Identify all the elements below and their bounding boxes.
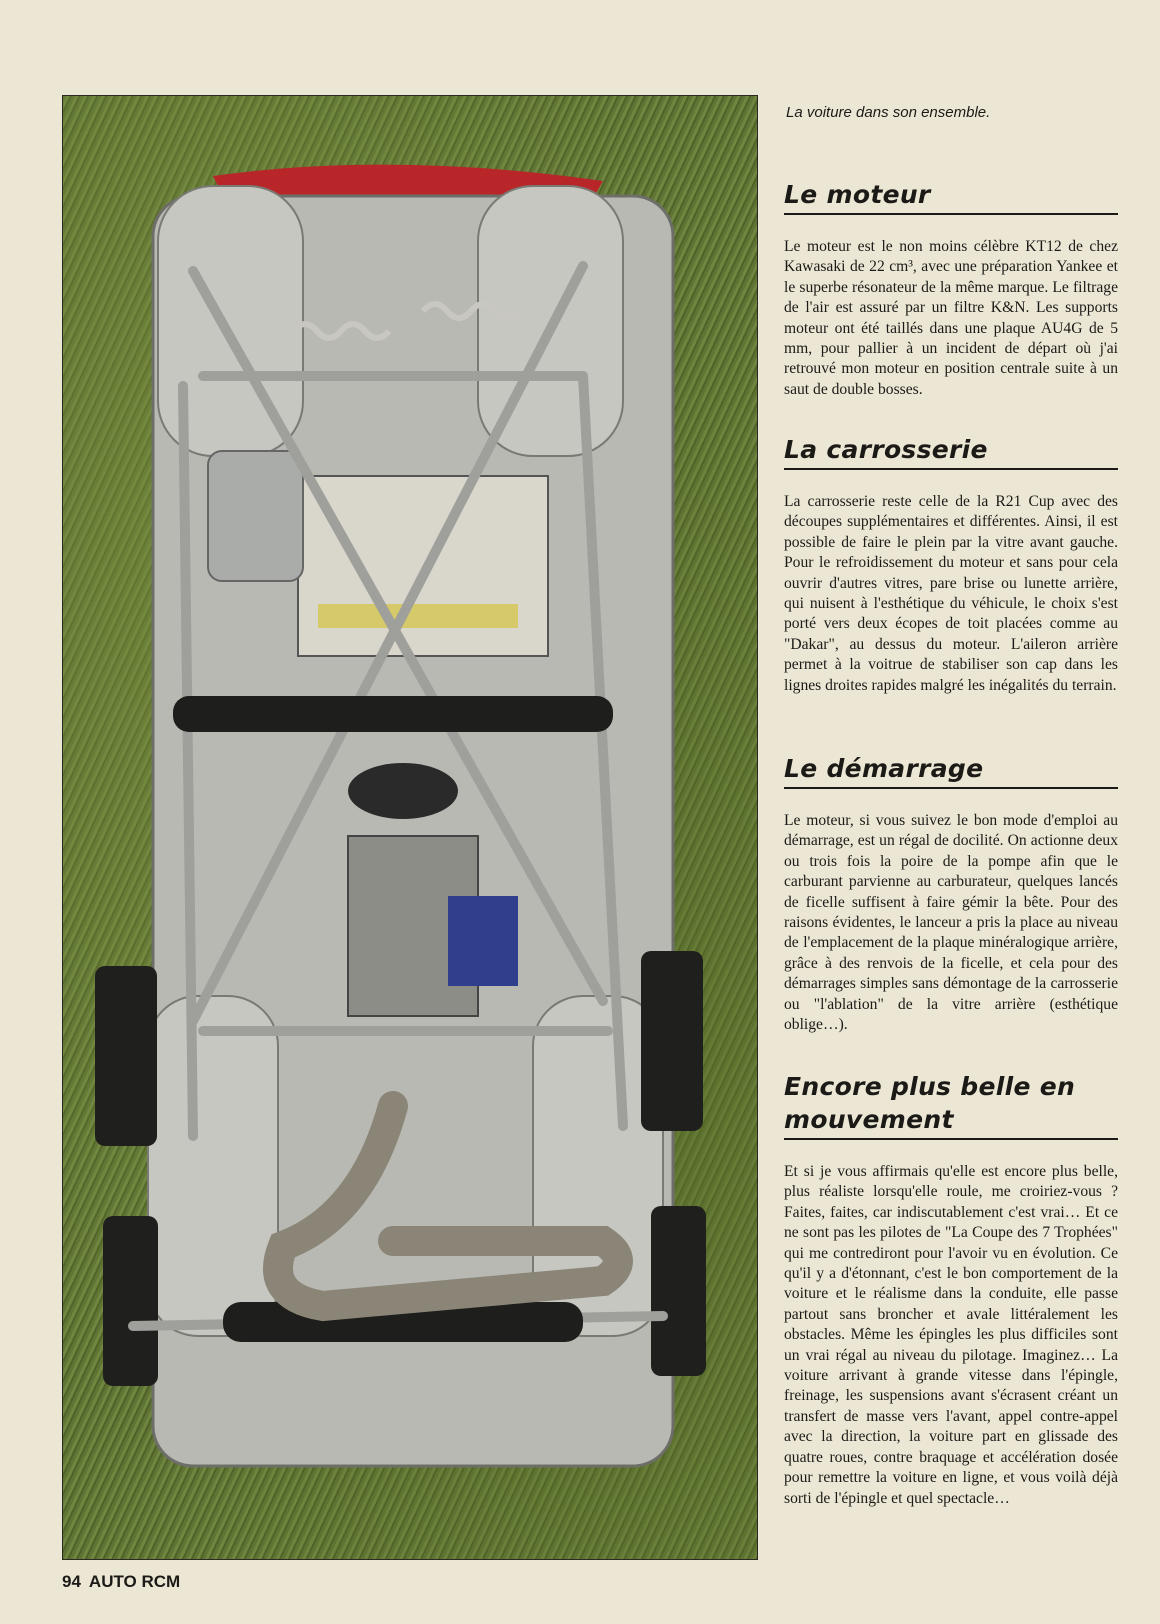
photo-caption: La voiture dans son ensemble. [786,104,991,121]
front-bumper-bar [173,696,613,732]
section-encore-plus-belle [784,1070,1118,1509]
section-le-demarrage [784,752,1118,1035]
section-body: Et si je vous affirmais qu'elle est encore plus belle, plus réaliste lorsqu'elle roule, me croiriez-vous ? Faites, faites, car indiscutablement c'est vrai… Et ce ne sont pas les pilotes de "La Coupe des 7 Trophées" qui me contrediront pour l'avoir vu en évolution. Ce qu'il y a d'étonnant, c'est le bon comportement de la voiture et le réalisme dans la conduite, elle passe partout sans broncher et avale littéralement les obstacles. Même les épingles les plus difficiles sont un vrai régal au niveau du pilotage. Imaginez… La voiture arrivant à grande vitesse dans l'épingle, freinage, les suspensions avant s'écrasent créant un transfert de masse vers l'avant, appel contre-appel avec la direction, la voiture part en glissade des quatre roues, contre braquage et accélération dosée pour remettre la voiture en ligne, et vous voilà déjà sorti de l'épingle et quel spectacle… [784,1163,1118,1507]
section-title: Le moteur [784,178,1118,215]
page-number: 94 [62,1572,81,1591]
magazine-name: AUTO RCM [88,1572,181,1591]
rear-wheel-right [641,951,703,1131]
section-le-moteur [784,178,1118,400]
chassis-photo [62,95,758,1560]
section-title: Le démarrage [784,752,1118,789]
page-footer [62,1572,180,1592]
fuel-tank [208,451,303,581]
air-filter [348,763,458,819]
chassis-illustration [63,96,757,1559]
rear-wheel-left [95,966,157,1146]
engine-cover [448,896,518,986]
section-title: La carrosserie [784,433,1118,470]
section-title: Encore plus belle en mouvement [784,1070,1118,1140]
section-body: Le moteur est le non moins célèbre KT12 de chez Kawasaki de 22 cm³, avec une préparation Yankee et le superbe résonateur de la même marque. Le filtrage de l'air est assuré par un filtre K&N. Les supports moteur ont été taillés dans une plaque AU4G de 5 mm, pour pallier à un incident de départ où j'ai retrouvé mon moteur en position centrale suite à un saut de double bosses. [784,238,1118,398]
section-body: La carrosserie reste celle de la R21 Cup avec des découpes supplémentaires et différentes. Ainsi, il est possible de faire le plein par la vitre avant gauche. Pour le refroidissement du moteur et sans pour cela ouvrir d'autres vitres, pare brise ou lunette arrière, qui nuisent à l'esthétique du véhicule, le choix s'est porté vers deux écopes de toit placées comme au "Dakar", au dessus du moteur. L'aileron arrière permet à la voitrue de stabiliser son cap dans les lignes droites rapides malgré les inégalités du terrain. [784,493,1118,694]
section-body: Le moteur, si vous suivez le bon mode d'emploi au démarrage, est un régal de docilité. On actionne deux ou trois fois la poire de la pompe afin que le carburant parvienne au carburateur, quelques lancés de ficelle suffisent à faire gémir la bête. Pour des raisons évidentes, le lanceur a pris la place au niveau de l'emplacement de la plaque minéralogique arrière, grâce à des renvois de la ficelle, et cela pour des démarrages simples sans démontage de la carrosserie ou "l'ablation" de la vitre arrière (esthétique oblige…). [784,812,1118,1034]
section-la-carrosserie [784,433,1118,696]
